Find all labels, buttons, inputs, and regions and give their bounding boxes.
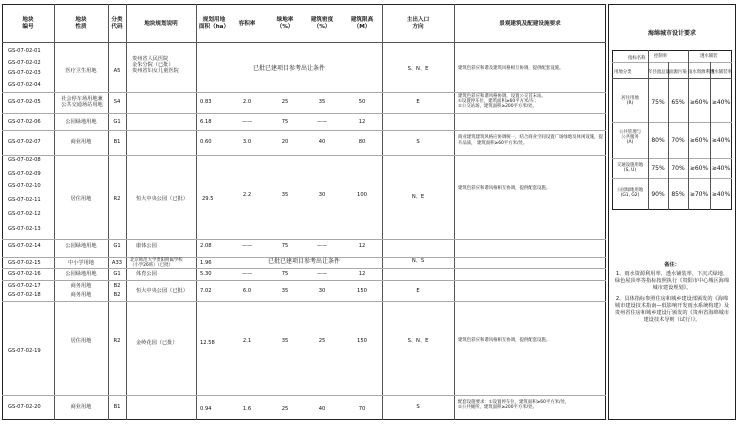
- sponge-value: ≥40%: [711, 99, 731, 106]
- building-density: 30: [318, 288, 326, 294]
- sponge-line: [612, 78, 732, 79]
- requirement-text: 建筑色彩应和谐风格协调，设置公交首末站。 ①设置停车位，建筑面积≥60平方米/车； ②公交站场，建筑面积≥200平方米/处。: [458, 94, 546, 109]
- class-code: B1: [113, 404, 121, 410]
- building-density: 35: [318, 99, 326, 105]
- sponge-value: ≥40%: [711, 165, 731, 172]
- sponge-col-d: 透水铺装率: [710, 70, 732, 75]
- col-line: [54, 4, 55, 420]
- row-line: [2, 239, 606, 240]
- parcel-id: GS-07-02-11: [8, 197, 41, 203]
- building-density: 40: [318, 406, 326, 412]
- floor-area-ratio: 6.0: [242, 288, 252, 294]
- header-far: 容积率: [238, 21, 256, 27]
- sponge-line: [612, 62, 732, 63]
- parcel-id: GS-07-02-08: [8, 157, 41, 163]
- parcel-id: GS-07-02-14: [8, 243, 41, 249]
- building-density: ——: [316, 119, 328, 125]
- sponge-value: ≥60%: [689, 165, 709, 172]
- sponge-row-label: 公共管理与 公共服务 (A): [619, 130, 641, 145]
- parcel-nature: 医疗卫生用地: [65, 68, 97, 74]
- sponge-value: 70%: [671, 137, 685, 144]
- row-line: [2, 92, 606, 93]
- sponge-value: ≥60%: [689, 137, 709, 144]
- parcel-id: GS-07-02-10: [8, 183, 41, 189]
- green-rate: 25: [281, 99, 289, 105]
- sponge-col: [668, 62, 669, 210]
- land-area: 0.83: [200, 99, 212, 105]
- row-line: [2, 130, 606, 131]
- header-parcel-nature: 地块 性质: [75, 17, 87, 30]
- class-code: R2: [113, 338, 121, 344]
- access-direction: N、E: [411, 194, 425, 200]
- notes-title: 备注：: [664, 262, 680, 268]
- sponge-row-label: 居住用地 (R): [621, 96, 639, 106]
- height-limit: 70: [358, 406, 366, 412]
- sponge-value: 70%: [671, 165, 685, 172]
- parcel-nature: 公园绿地用地: [65, 119, 97, 125]
- sponge-col-runoff: 控制率: [654, 54, 668, 59]
- col-line: [196, 4, 197, 420]
- floor-area-ratio: 1.6: [242, 406, 252, 412]
- planning-note: 恒大中央公园（已批）: [136, 196, 188, 202]
- class-code: S4: [113, 99, 121, 105]
- requirement-text: 商业建筑建筑风格应协调统一，结合商业空间设置广场绿地及休闲设施，提升品质， 建筑面积≥60平方米/处。: [458, 135, 603, 146]
- parcel-nature: 商务用地: [70, 292, 92, 298]
- col-line: [126, 4, 127, 420]
- sponge-col-a: 年径流总量: [648, 70, 670, 75]
- land-area: 1.96: [200, 260, 212, 266]
- sponge-value: ≥40%: [711, 137, 731, 144]
- green-rate: 35: [281, 192, 289, 198]
- floor-area-ratio: ——: [241, 243, 253, 249]
- header-requirements: 景观建筑及配建设施要求: [499, 21, 561, 27]
- green-rate: 75: [281, 271, 289, 277]
- header-class-code: 分类 代码: [111, 17, 123, 30]
- span-text: 已批已建项目参考出让条件: [267, 258, 340, 265]
- access-direction: E: [416, 99, 420, 105]
- note-1: 1、雨水资源利用率、透水铺装率、下沉式绿地、绿色屋顶率等指标按照执行《贵阳市中心城区海绵城市建设规划》。: [614, 271, 730, 291]
- height-limit: 50: [358, 99, 366, 105]
- access-direction: E: [416, 288, 420, 294]
- height-limit: 100: [357, 192, 367, 198]
- land-area: 7.02: [200, 288, 212, 294]
- sponge-col-indicator: 指标名称: [628, 56, 646, 61]
- requirement-text: 建筑色彩应和谐及建筑风格相互协调，提供配套设施。: [458, 66, 564, 71]
- sponge-value: 85%: [671, 191, 685, 198]
- row-line: [2, 155, 606, 156]
- planning-note: 恒大中央公园（已批）: [136, 288, 188, 294]
- sponge-value: ≥70%: [689, 191, 709, 198]
- floor-area-ratio: 2.1: [242, 338, 252, 344]
- access-direction: S、N、E: [407, 66, 429, 72]
- sponge-value: 75%: [651, 165, 665, 172]
- sponge-title: 海绵城市设计要求: [647, 30, 696, 37]
- planning-note: 体育公园: [136, 271, 157, 277]
- row-line: [2, 280, 606, 281]
- row-line: [2, 395, 606, 396]
- height-limit: 12: [358, 119, 366, 125]
- parcel-nature: 商务用地: [70, 283, 92, 289]
- class-code: G1: [113, 119, 121, 125]
- class-code: B1: [113, 139, 121, 145]
- sponge-row-label: 交通设施用地 (S, U): [616, 163, 644, 173]
- green-rate: 35: [281, 288, 289, 294]
- height-limit: 12: [358, 243, 366, 249]
- floor-area-ratio: 3.0: [242, 139, 252, 145]
- parcel-id: GS-07-02-07: [8, 139, 41, 145]
- floor-area-ratio: ——: [241, 119, 253, 125]
- green-rate: 20: [281, 139, 289, 145]
- green-rate: 75: [281, 243, 289, 249]
- land-area: 0.60: [200, 139, 212, 145]
- land-area: 2.08: [200, 243, 212, 249]
- land-area: 29.5: [202, 196, 214, 202]
- header-height: 建筑限高 （M）: [350, 17, 374, 30]
- planning-note: 金岭花园（已批）: [136, 340, 178, 346]
- sponge-value: 90%: [651, 191, 665, 198]
- parcel-id: GS-07-02-05: [8, 99, 41, 105]
- col-line: [454, 4, 455, 420]
- land-area: 5.30: [200, 271, 212, 277]
- sponge-value: 75%: [651, 99, 665, 106]
- parcel-id: GS-07-02-13: [8, 226, 41, 232]
- class-code: A33: [111, 260, 123, 266]
- parcel-id: GS-07-02-18: [8, 292, 41, 298]
- access-direction: S: [416, 404, 420, 410]
- parcel-id: GS-07-02-04: [8, 82, 41, 88]
- sponge-col: [710, 62, 711, 210]
- sponge-value: ≥60%: [689, 99, 709, 106]
- row-line: [2, 301, 606, 302]
- col-line: [382, 4, 383, 420]
- building-density: ——: [316, 243, 328, 249]
- class-code: G1: [113, 243, 121, 249]
- parcel-id: GS-07-02-06: [8, 119, 41, 125]
- span-text: 已批已建项目参考出让条件: [252, 65, 325, 72]
- land-area: 12.58: [200, 340, 215, 346]
- row-line: [2, 268, 606, 269]
- header-parcel-id: 地块 编号: [22, 17, 34, 30]
- row-line: [2, 113, 606, 114]
- col-line: [108, 4, 109, 420]
- header-land-area: 规划用地 面积（ha）: [198, 17, 230, 30]
- header-divider: [2, 42, 606, 43]
- sponge-value: 65%: [671, 99, 685, 106]
- height-limit: 150: [357, 288, 367, 294]
- land-area: 0.94: [200, 406, 212, 412]
- height-limit: 80: [358, 139, 366, 145]
- parcel-id: GS-07-02-02: [8, 60, 41, 66]
- building-density: 25: [318, 338, 326, 344]
- header-access: 主出入口 方向: [406, 17, 430, 30]
- parcel-nature: 社会停车场用地兼 公共交通场站用地: [61, 96, 103, 108]
- class-code: B2: [113, 283, 121, 289]
- parcel-id: GS-07-02-16: [8, 271, 41, 277]
- height-limit: 12: [358, 271, 366, 277]
- class-code: R2: [113, 196, 121, 202]
- sponge-value: 80%: [651, 137, 665, 144]
- parcel-id: GS-07-02-01: [8, 48, 41, 54]
- parcel-nature: 公园绿地用地: [65, 271, 97, 277]
- parcel-nature: 公园绿地用地: [65, 243, 97, 249]
- green-rate: 25: [281, 406, 289, 412]
- floor-area-ratio: ——: [241, 271, 253, 277]
- requirement-text: 建筑色彩应和谐风格相互协调，提供配套设施。: [458, 338, 551, 343]
- building-density: 40: [318, 139, 326, 145]
- sponge-line: [612, 178, 732, 179]
- parcel-id: GS-07-02-12: [8, 211, 41, 217]
- parcel-id: GS-07-02-20: [8, 404, 41, 410]
- green-rate: 75: [281, 119, 289, 125]
- parcel-id: GS-07-02-09: [8, 171, 41, 177]
- sponge-row-label: 公园绿地用地 (G1, G2): [616, 188, 644, 198]
- sponge-line: [612, 122, 732, 123]
- parcel-nature: 居住用地: [70, 196, 92, 202]
- class-code: B2: [113, 292, 121, 298]
- height-limit: 150: [357, 338, 367, 344]
- parcel-id: GS-07-02-17: [8, 283, 41, 289]
- notes-block: [614, 262, 730, 324]
- parcel-id: GS-07-02-15: [8, 260, 41, 266]
- requirement-text: 配套设施要求：①设置停车位，建筑面积≥60平方米/处， ②公共厕所，建筑面积≥200平方米/处。: [458, 400, 570, 410]
- building-density: ——: [316, 271, 328, 277]
- parcel-nature: 商业用地: [70, 139, 92, 145]
- header-planning-note: 地块规划说明: [144, 21, 178, 27]
- floor-area-ratio: 2.2: [242, 192, 252, 198]
- parcel-nature: 商业用地: [70, 404, 92, 410]
- sponge-col-permeable: 透水铺装: [700, 54, 718, 59]
- parcel-id: GS-07-02-03: [8, 70, 41, 76]
- class-code: G1: [113, 271, 121, 277]
- building-density: 30: [318, 192, 326, 198]
- requirement-text: 建筑色彩应和谐风格相互协调，提供配套设施。: [458, 186, 551, 191]
- sponge-col-land-type: 用地分类: [614, 70, 632, 75]
- planning-note: 北京师范大学贵阳附属学校 （小学26班）（已批）: [130, 258, 183, 268]
- access-direction: N、S: [411, 258, 425, 264]
- floor-area-ratio: 2.0: [242, 99, 252, 105]
- note-2: 2、具体指标参照住房和城乡建设部颁发的《海绵城市建设技术指南—低影响开发雨水系统构建》及贵州省住房和城乡建设厅颁发的《贵州省海绵城市建设技术导则（试行）》。: [614, 296, 730, 323]
- sponge-line: [612, 158, 732, 159]
- access-direction: S: [416, 139, 420, 145]
- sponge-col-c: 雨水资源利用: [688, 70, 715, 75]
- sponge-col-b: 面源污染: [669, 70, 687, 75]
- header-density: 建筑密度 （%）: [310, 17, 334, 30]
- parcel-nature: 中小学用地: [68, 260, 94, 266]
- sponge-value: ≥40%: [711, 191, 731, 198]
- access-direction: S、N、E: [407, 338, 429, 344]
- parcel-nature: 居住用地: [70, 338, 92, 344]
- class-code: A5: [113, 68, 121, 74]
- land-area: 6.18: [200, 119, 212, 125]
- planning-note: 贵州省人民医院 金朱分院（已批） 贵州省妇女儿童医院: [132, 56, 179, 74]
- header-green-rate: 绿地率 （%）: [276, 17, 294, 30]
- planning-note: 康体公园: [136, 243, 157, 249]
- green-rate: 35: [281, 338, 289, 344]
- parcel-id: GS-07-02-19: [8, 348, 41, 354]
